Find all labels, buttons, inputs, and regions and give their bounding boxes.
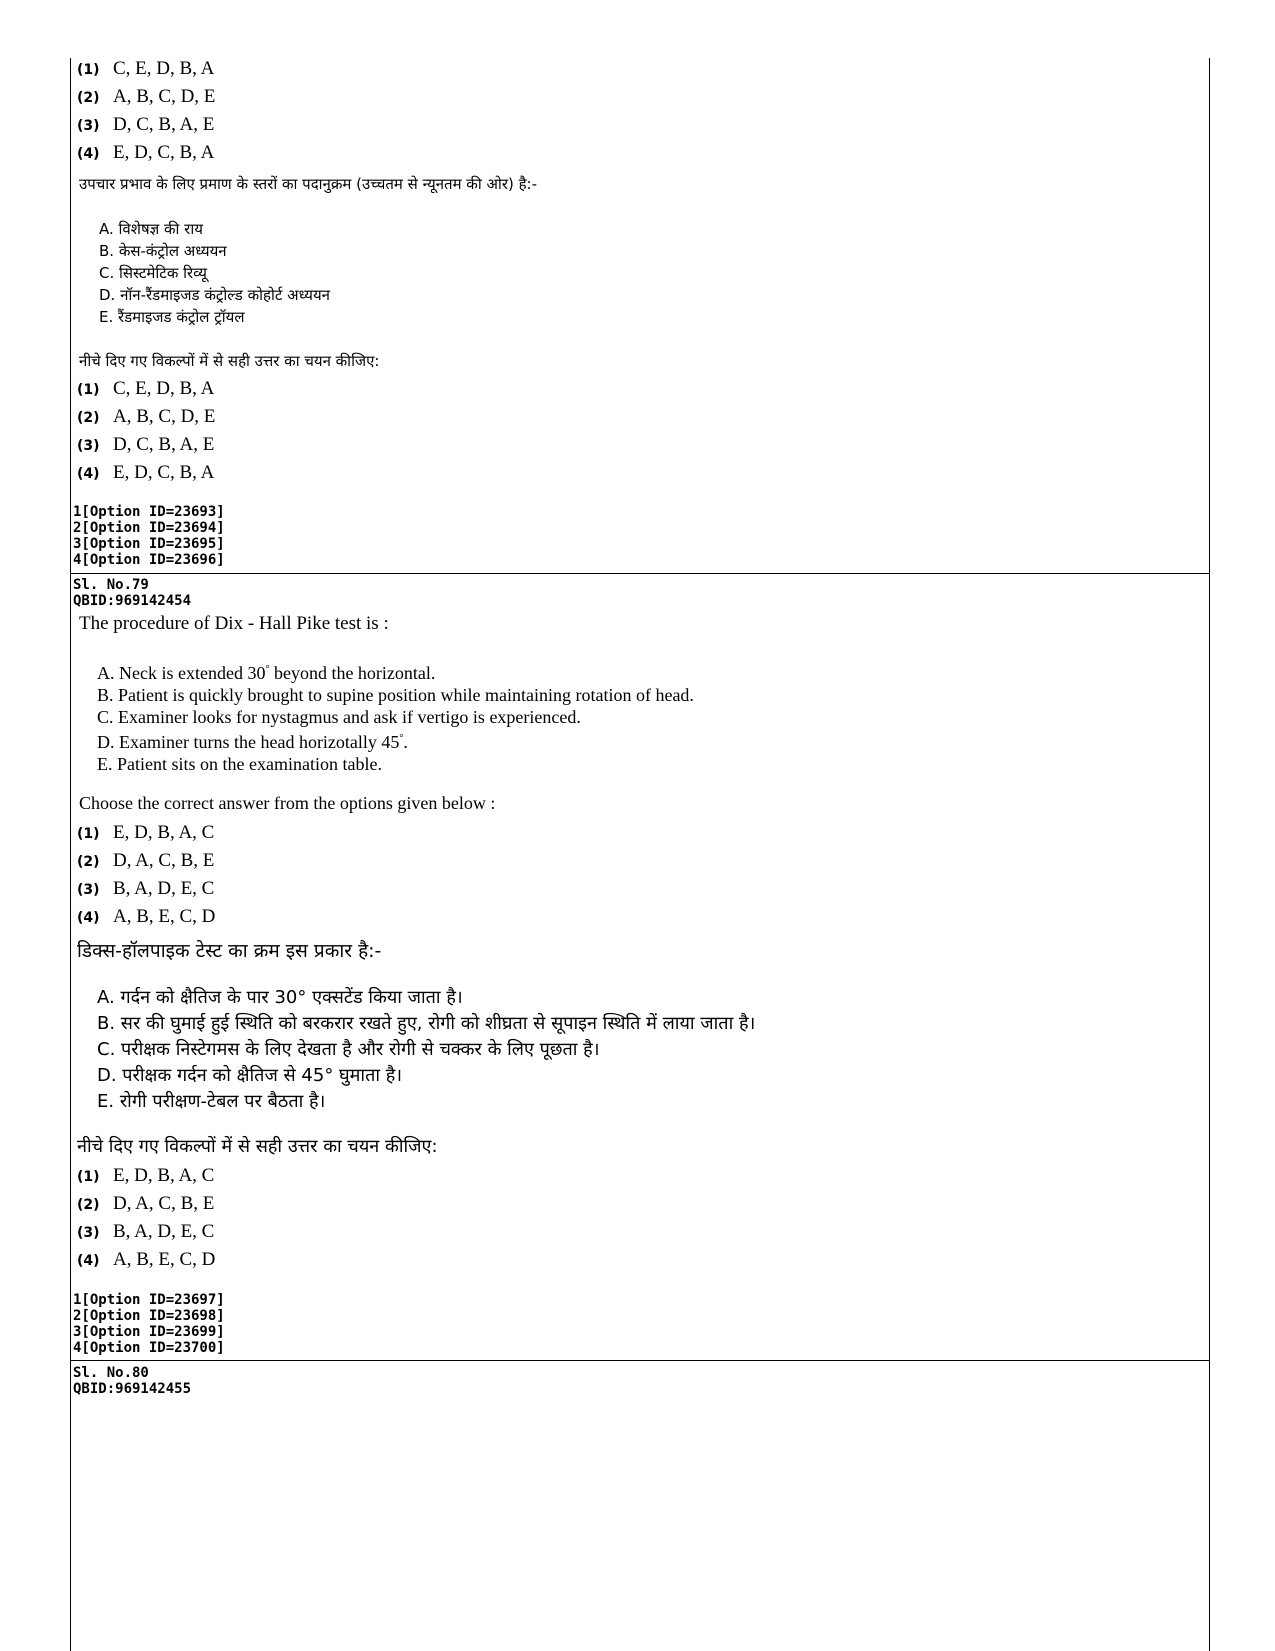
question-paper-frame bbox=[70, 58, 1210, 1651]
q79-hi-option-3: (3) B, A, D, E, C bbox=[77, 1221, 215, 1242]
q78-hindi-statement-e: E. रैंडमाइजड कंट्रोल ट्रॉयल bbox=[99, 308, 245, 326]
q79-hindi-statement-d: D. परीक्षक गर्दन को क्षैतिज से 45° घुमाता है। bbox=[97, 1065, 403, 1086]
q79-option-id-3: 3[Option ID=23699] bbox=[73, 1324, 225, 1340]
q79-hi-option-2: (2) D, A, C, B, E bbox=[77, 1193, 215, 1214]
q78-option-id-1: 1[Option ID=23693] bbox=[73, 504, 225, 520]
q79-en-statement-b: B. Patient is quickly brought to supine position while maintaining rotation of head. bbox=[97, 685, 694, 705]
q78-hindi-statement-d: D. नॉन-रैंडमाइजड कंट्रोल्ड कोहोर्ट अध्ययन bbox=[99, 286, 331, 304]
question-divider bbox=[71, 1360, 1209, 1361]
q79-hindi-statement-c: C. परीक्षक निस्टेगमस के लिए देखता है और रोगी से चक्कर के लिए पूछता है। bbox=[97, 1039, 600, 1060]
q78-en-option-4: (4) E, D, C, B, A bbox=[77, 142, 215, 163]
q79-english-question: The procedure of Dix - Hall Pike test is : bbox=[79, 613, 389, 634]
q79-sl-no: Sl. No.79 bbox=[73, 577, 149, 593]
q79-en-statement-a: A. Neck is extended 30° beyond the horizontal. bbox=[97, 663, 436, 683]
q78-hindi-statements bbox=[99, 218, 330, 328]
q79-en-statement-e: E. Patient sits on the examination table. bbox=[97, 754, 382, 774]
q79-option-id-2: 2[Option ID=23698] bbox=[73, 1308, 225, 1324]
q79-qbid: QBID:969142454 bbox=[73, 593, 192, 609]
q79-hi-option-1: (1) E, D, B, A, C bbox=[77, 1165, 215, 1186]
q80-qbid: QBID:969142455 bbox=[73, 1381, 192, 1397]
q79-en-statement-d: D. Examiner turns the head horizotally 45°. bbox=[97, 732, 408, 752]
q79-option-id-1: 1[Option ID=23697] bbox=[73, 1292, 225, 1308]
question-divider bbox=[71, 573, 1209, 574]
q79-hindi-choose: नीचे दिए गए विकल्पों में से सही उत्तर का चयन कीजिए: bbox=[77, 1136, 438, 1157]
q78-hi-option-3: (3) D, C, B, A, E bbox=[77, 434, 215, 455]
q79-hindi-question: डिक्स-हॉलपाइक टेस्ट का क्रम इस प्रकार है:- bbox=[77, 940, 382, 962]
q78-option-id-4: 4[Option ID=23696] bbox=[73, 552, 225, 568]
q79-option-ids bbox=[73, 1292, 225, 1356]
q78-option-id-2: 2[Option ID=23694] bbox=[73, 520, 225, 536]
q79-hindi-statement-e: E. रोगी परीक्षण-टेबल पर बैठता है। bbox=[97, 1091, 326, 1112]
q78-en-option-1: (1) C, E, D, B, A bbox=[77, 58, 215, 79]
q78-hi-option-2: (2) A, B, C, D, E bbox=[77, 406, 216, 427]
q79-en-option-4: (4) A, B, E, C, D bbox=[77, 906, 216, 927]
q79-header bbox=[73, 577, 191, 609]
q78-hindi-choose: नीचे दिए गए विकल्पों में से सही उत्तर का चयन कीजिए: bbox=[79, 352, 380, 370]
q78-hindi-statement-a: A. विशेषज्ञ की राय bbox=[99, 220, 203, 238]
q79-hindi-statements bbox=[97, 985, 755, 1115]
q78-hi-option-1: (1) C, E, D, B, A bbox=[77, 378, 215, 399]
q79-option-id-4: 4[Option ID=23700] bbox=[73, 1340, 225, 1356]
q78-hi-option-4: (4) E, D, C, B, A bbox=[77, 462, 215, 483]
q78-en-option-3: (3) D, C, B, A, E bbox=[77, 114, 215, 135]
q79-hindi-statement-b: B. सर की घुमाई हुई स्थिति को बरकरार रखते हुए, रोगी को शीघ्रता से सूपाइन स्थिति में लाया जाता है। bbox=[97, 1013, 756, 1034]
q79-english-statements bbox=[97, 659, 694, 775]
q79-en-option-3: (3) B, A, D, E, C bbox=[77, 878, 215, 899]
q79-hi-option-4: (4) A, B, E, C, D bbox=[77, 1249, 216, 1270]
q78-hindi-statement-b: B. केस-कंट्रोल अध्ययन bbox=[99, 242, 227, 260]
q78-en-option-2: (2) A, B, C, D, E bbox=[77, 86, 216, 107]
q80-sl-no: Sl. No.80 bbox=[73, 1365, 149, 1381]
q78-option-ids bbox=[73, 504, 225, 568]
q78-option-id-3: 3[Option ID=23695] bbox=[73, 536, 225, 552]
q78-hindi-question: उपचार प्रभाव के लिए प्रमाण के स्तरों का पदानुक्रम (उच्चतम से न्यूनतम की ओर) है:- bbox=[79, 175, 538, 193]
q78-hindi-statement-c: C. सिस्टमेटिक रिव्यू bbox=[99, 264, 207, 282]
q79-english-choose: Choose the correct answer from the options given below : bbox=[79, 793, 496, 813]
q80-header bbox=[73, 1365, 191, 1397]
q79-en-option-2: (2) D, A, C, B, E bbox=[77, 850, 215, 871]
q79-hindi-statement-a: A. गर्दन को क्षैतिज के पार 30° एक्सटेंड किया जाता है। bbox=[97, 987, 463, 1008]
q79-en-statement-c: C. Examiner looks for nystagmus and ask if vertigo is experienced. bbox=[97, 707, 581, 727]
q79-en-option-1: (1) E, D, B, A, C bbox=[77, 822, 215, 843]
